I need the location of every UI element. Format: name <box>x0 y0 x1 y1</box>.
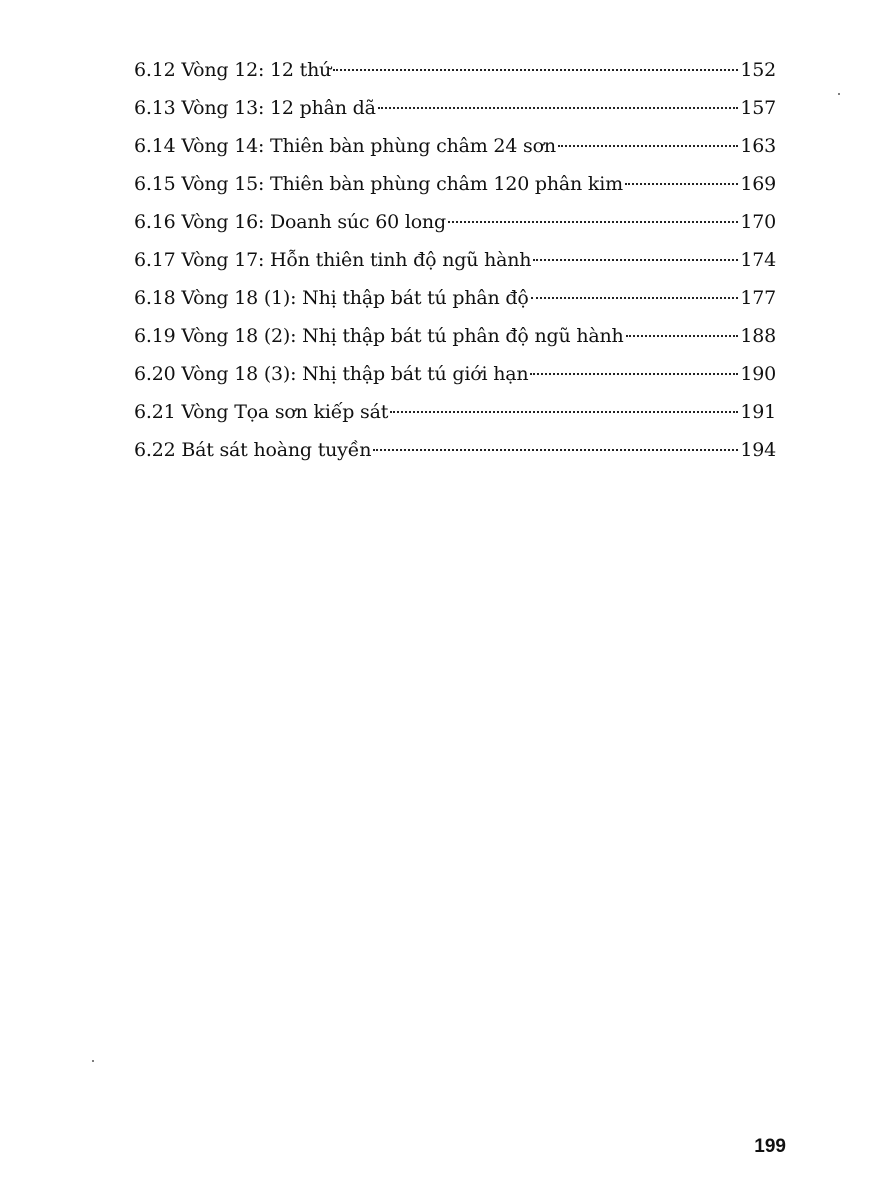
dot-leader <box>530 373 738 375</box>
toc-entry-page: 190 <box>740 363 776 385</box>
toc-entry-title: 6.20 Vòng 18 (3): Nhị thập bát tú giới hạn <box>134 363 529 385</box>
dot-leader <box>333 69 738 71</box>
scan-speck <box>92 1060 94 1062</box>
toc-entry-6-14 <box>134 132 776 170</box>
toc-entry-page: 177 <box>740 287 776 309</box>
toc-entry-6-15 <box>134 170 776 208</box>
toc-entry-title: 6.21 Vòng Tọa sơn kiếp sát <box>134 401 389 423</box>
toc-entry-6-13 <box>134 94 776 132</box>
toc-entry-title: 6.17 Vòng 17: Hỗn thiên tinh độ ngũ hành <box>134 249 532 271</box>
toc-entry-6-16 <box>134 208 776 246</box>
toc-entry-6-20 <box>134 360 776 398</box>
toc-entry-page: 188 <box>740 325 776 347</box>
toc-entry-title: 6.19 Vòng 18 (2): Nhị thập bát tú phân độ ngũ hành <box>134 325 624 347</box>
dot-leader <box>625 183 738 185</box>
toc-entry-6-19 <box>134 322 776 360</box>
toc-entry-page: 157 <box>740 97 776 119</box>
toc-entry-page: 170 <box>740 211 776 233</box>
toc-entry-6-12 <box>134 56 776 94</box>
toc-entry-6-17 <box>134 246 776 284</box>
toc-entry-6-22 <box>134 436 776 474</box>
dot-leader <box>531 297 739 299</box>
toc-entry-title: 6.18 Vòng 18 (1): Nhị thập bát tú phân độ <box>134 287 529 309</box>
dot-leader <box>373 449 738 451</box>
toc-entry-title: 6.16 Vòng 16: Doanh súc 60 long <box>134 211 446 233</box>
dot-leader <box>390 411 738 413</box>
toc-entry-title: 6.22 Bát sát hoàng tuyền <box>134 439 372 461</box>
toc-entry-page: 163 <box>740 135 776 157</box>
toc-entry-title: 6.15 Vòng 15: Thiên bàn phùng châm 120 phân kim <box>134 173 623 195</box>
toc-entry-page: 152 <box>740 59 776 81</box>
toc-entry-page: 191 <box>740 401 776 423</box>
dot-leader <box>533 259 738 261</box>
toc-entry-title: 6.13 Vòng 13: 12 phân dã <box>134 97 376 119</box>
toc-entry-page: 194 <box>740 439 776 461</box>
toc-entry-title: 6.12 Vòng 12: 12 thứ <box>134 59 332 81</box>
toc-entry-title: 6.14 Vòng 14: Thiên bàn phùng châm 24 sơn <box>134 135 556 157</box>
dot-leader <box>448 221 738 223</box>
scan-speck <box>838 93 840 95</box>
toc-entry-page: 169 <box>740 173 776 195</box>
toc-entry-6-18 <box>134 284 776 322</box>
dot-leader <box>626 335 739 337</box>
table-of-contents <box>134 56 776 474</box>
dot-leader <box>558 145 738 147</box>
toc-entry-page: 174 <box>740 249 776 271</box>
dot-leader <box>378 107 739 109</box>
page-number: 199 <box>754 1136 786 1157</box>
toc-entry-6-21 <box>134 398 776 436</box>
